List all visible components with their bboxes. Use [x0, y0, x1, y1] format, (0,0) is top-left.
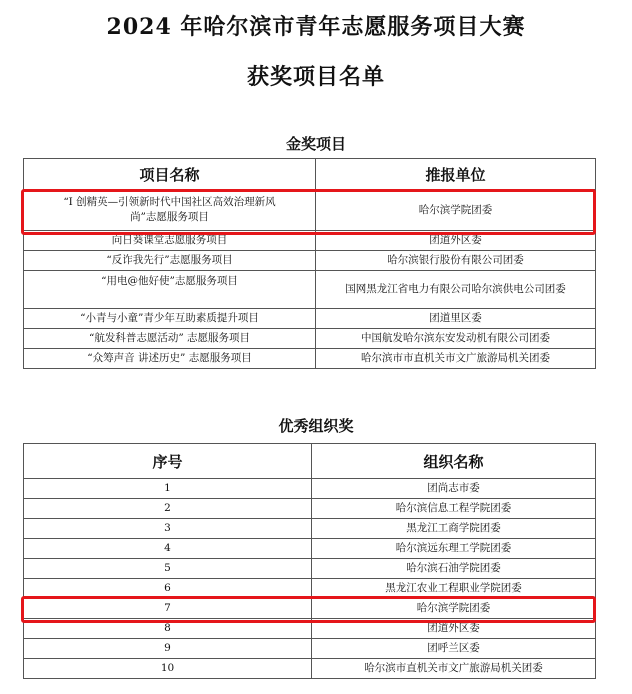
organization-cell: 哈尔滨学院团委 — [312, 599, 596, 619]
table-row — [24, 479, 596, 499]
table-row — [24, 271, 596, 309]
number-cell: 6 — [24, 579, 312, 599]
table-header-row — [24, 159, 596, 190]
table-row — [24, 579, 596, 599]
table-row — [24, 599, 596, 619]
unit-cell: 中国航发哈尔滨东安发动机有限公司团委 — [316, 329, 596, 349]
table-row — [24, 190, 596, 231]
column-header-number: 序号 — [24, 444, 312, 479]
number-cell: 8 — [24, 619, 312, 639]
column-header-project-name: 项目名称 — [24, 159, 316, 190]
organization-cell: 哈尔滨远东理工学院团委 — [312, 539, 596, 559]
table-row — [24, 499, 596, 519]
unit-cell: 团道里区委 — [316, 309, 596, 329]
table-row — [24, 329, 596, 349]
column-header-organization-name: 组织名称 — [312, 444, 596, 479]
table-row — [24, 539, 596, 559]
organization-award-heading: 优秀组织奖 — [278, 417, 354, 435]
table-row — [24, 231, 596, 251]
page-title: 2024 年哈尔滨市青年志愿服务项目大赛 — [106, 14, 526, 40]
gold-award-heading: 金奖项目 — [285, 135, 346, 153]
gold-award-table — [23, 158, 596, 369]
table-row — [24, 309, 596, 329]
unit-cell: 国网黑龙江省电力有限公司哈尔滨供电公司团委 — [316, 271, 596, 309]
project-name-cell: “众筹声音 讲述历史” 志愿服务项目 — [24, 349, 316, 369]
column-header-nominating-unit: 推报单位 — [316, 159, 596, 190]
organization-cell: 哈尔滨市直机关市文广旅游局机关团委 — [312, 659, 596, 679]
organization-award-table — [23, 443, 596, 679]
number-cell: 5 — [24, 559, 312, 579]
table-row — [24, 349, 596, 369]
number-cell: 4 — [24, 539, 312, 559]
organization-cell: 哈尔滨信息工程学院团委 — [312, 499, 596, 519]
table-row — [24, 639, 596, 659]
organization-cell: 团尚志市委 — [312, 479, 596, 499]
table-header-row — [24, 444, 596, 479]
unit-cell: 哈尔滨学院团委 — [316, 190, 596, 231]
number-cell: 2 — [24, 499, 312, 519]
page-subtitle: 获奖项目名单 — [246, 64, 385, 90]
number-cell: 9 — [24, 639, 312, 659]
organization-cell: 团道外区委 — [312, 619, 596, 639]
unit-cell: 团道外区委 — [316, 231, 596, 251]
table-row — [24, 619, 596, 639]
table-row — [24, 559, 596, 579]
unit-cell: 哈尔滨银行股份有限公司团委 — [316, 251, 596, 271]
number-cell: 7 — [24, 599, 312, 619]
unit-cell: 哈尔滨市市直机关市文广旅游局机关团委 — [316, 349, 596, 369]
table-row — [24, 659, 596, 679]
organization-cell: 黑龙江工商学院团委 — [312, 519, 596, 539]
number-cell: 3 — [24, 519, 312, 539]
project-name-cell: 向日葵课堂志愿服务项目 — [24, 231, 316, 251]
organization-cell: 哈尔滨石油学院团委 — [312, 559, 596, 579]
organization-cell: 团呼兰区委 — [312, 639, 596, 659]
project-name-cell: “航发科普志愿活动” 志愿服务项目 — [24, 329, 316, 349]
project-name-cell: “小青与小童”青少年互助素质提升项目 — [24, 309, 316, 329]
organization-cell: 黑龙江农业工程职业学院团委 — [312, 579, 596, 599]
project-name-cell: “反诈我先行”志愿服务项目 — [24, 251, 316, 271]
number-cell: 1 — [24, 479, 312, 499]
number-cell: 10 — [24, 659, 312, 679]
table-row — [24, 519, 596, 539]
table-row — [24, 251, 596, 271]
project-name-cell: “用电@他好使”志愿服务项目 — [24, 271, 316, 309]
project-name-cell: “I 创精英—引领新时代中国社区高效治理新风尚”志愿服务项目 — [24, 190, 316, 231]
